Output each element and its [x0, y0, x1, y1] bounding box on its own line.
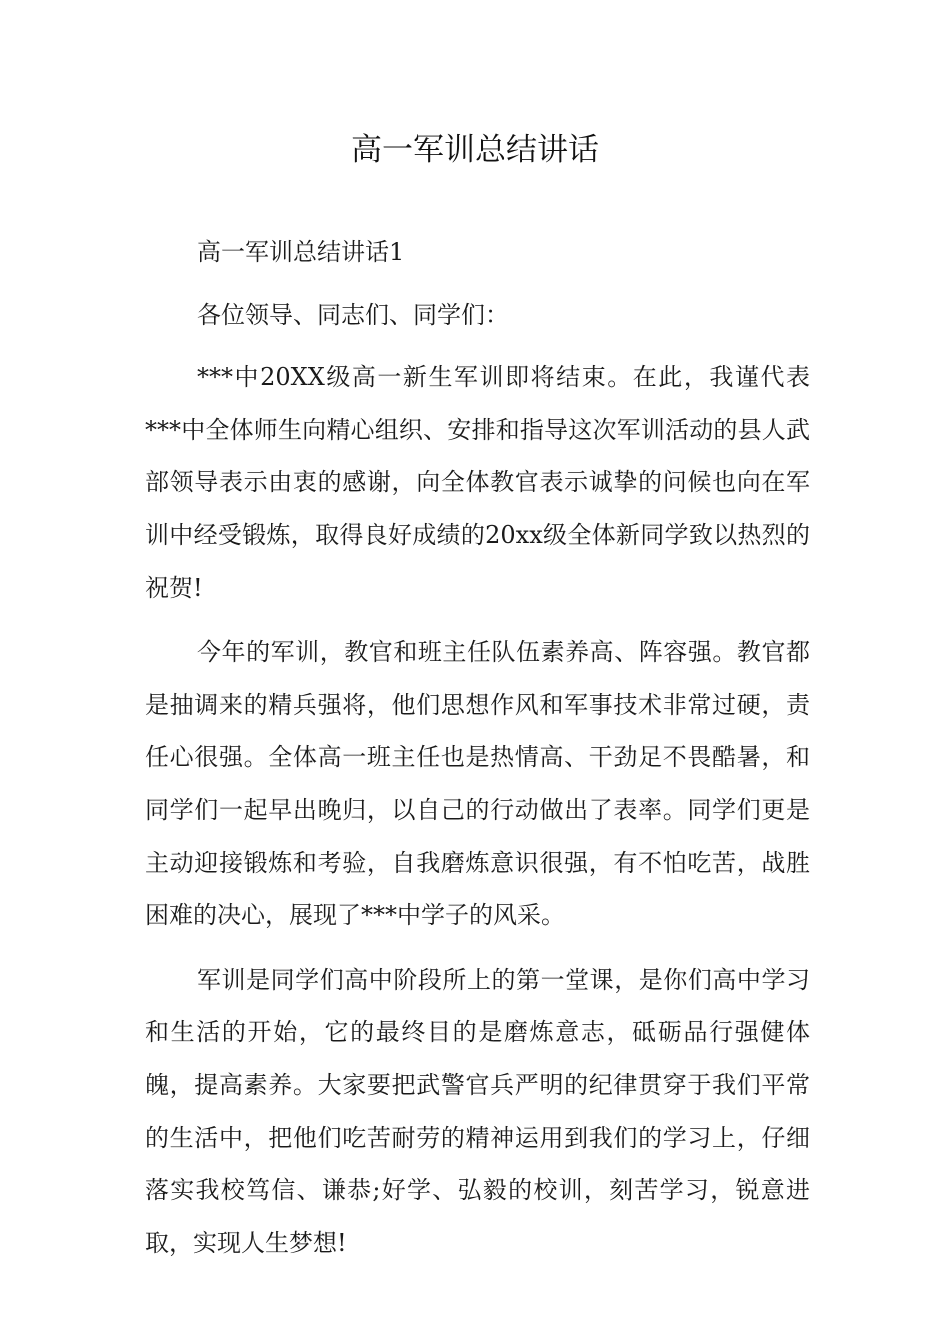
paragraph-2: 今年的军训，教官和班主任队伍素养高、阵容强。教官都是抽调来的精兵强将，他们思想作风和军事技术非常过硬，责任心很强。全体高一班主任也是热情高、干劲足不畏酷暑，和同学们一起早出晚归，以自己的行动做出了表率。同学们更是主动迎接锻炼和考验，自我磨炼意识很强，有不怕吃苦，战胜困难的决心，展现了***中学子的风采。 [145, 638, 810, 930]
salutation: 各位领导、同志们、同学们： [197, 300, 509, 329]
paragraph-3: 军训是同学们高中阶段所上的第一堂课，是你们高中学习和生活的开始，它的最终目的是磨炼意志，砥砺品行强健体魄，提高素养。大家要把武警官兵严明的纪律贯穿于我们平常的生活中，把他们吃苦耐劳的精神运用到我们的学习上，仔细落实我校笃信、谦恭;好学、弘毅的校训，刻苦学习，锐意进取，实现人生梦想! [145, 965, 810, 1257]
section-heading: 高一军训总结讲话1 [197, 238, 405, 266]
document-title: 高一军训总结讲话 [351, 132, 599, 168]
paragraph-1: ***中20XX级高一新生军训即将结束。在此，我谨代表***中全体师生向精心组织、安排和指导这次军训活动的县人武部领导表示由衷的感谢，向全体教官表示诚挚的问候也向在军训中经受锻炼，取得良好成绩的20xx级全体新同学致以热烈的祝贺! [145, 363, 810, 602]
document-body [145, 226, 810, 1281]
